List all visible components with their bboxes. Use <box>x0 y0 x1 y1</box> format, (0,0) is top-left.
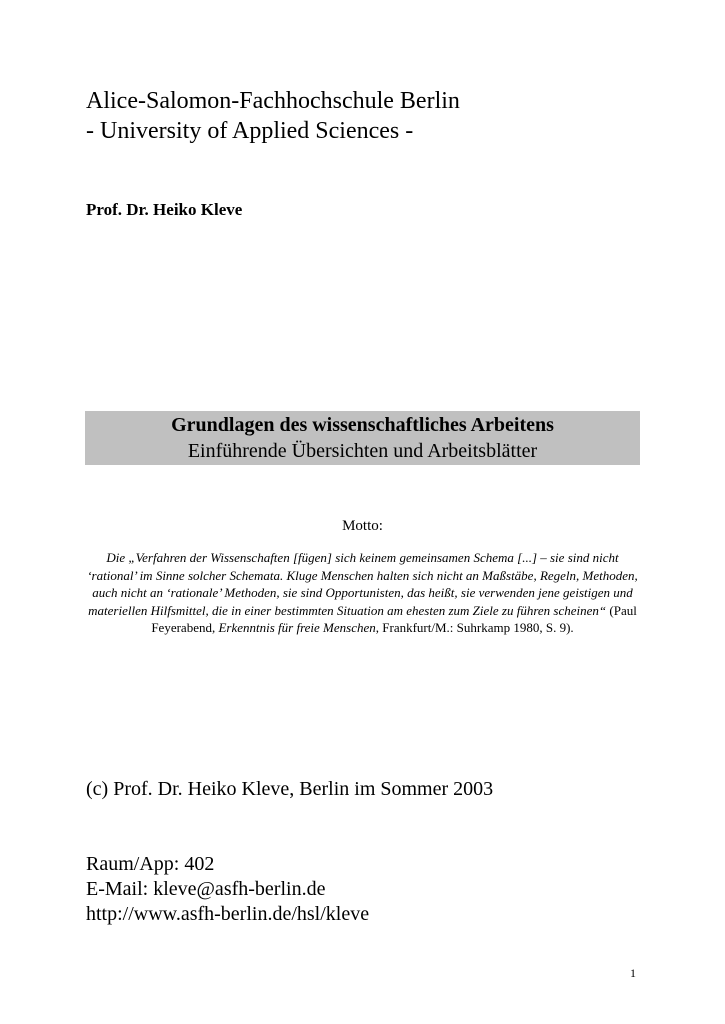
website-info: http://www.asfh-berlin.de/hsl/kleve <box>86 903 370 925</box>
document-title: Grundlagen des wissenschaftliches Arbeitens <box>171 414 554 436</box>
institution-subtitle: - University of Applied Sciences - <box>86 118 414 144</box>
email-info: E-Mail: kleve@asfh-berlin.de <box>86 878 326 900</box>
document-subtitle: Einführende Übersichten und Arbeitsblätter <box>187 440 538 462</box>
motto-label: Motto: <box>342 518 383 534</box>
motto-quote-text: Die „Verfahren der Wissenschaften [fügen] sich keinem gemeinsamen Schema [...] – sie sind nicht ‘rational’ im Sinne solcher Schemata. Kluge Menschen halten sich nicht an Maßstäbe, Regeln, Methoden, auch nicht an ‘rationale’ Methoden, sie sind Opportunisten, das heißt, sie verwenden jene geistigen und materiellen Hilfsmittel, die in einer bestimmten Situation am ehesten zum Ziele zu führen scheinen“ <box>87 550 638 618</box>
title-box <box>85 411 640 465</box>
motto-citation-prefix: (Paul Feyerabend, <box>151 602 637 636</box>
institution-name: Alice-Salomon-Fachhochschule Berlin <box>86 88 460 114</box>
page-number: 1 <box>630 966 636 980</box>
copyright-notice: (c) Prof. Dr. Heiko Kleve, Berlin im Sommer 2003 <box>86 778 494 800</box>
room-info: Raum/App: 402 <box>86 853 215 875</box>
motto-citation-title: Erkenntnis für freie Menschen <box>218 620 376 636</box>
author-name: Prof. Dr. Heiko Kleve <box>86 200 243 219</box>
motto-quote <box>85 549 640 637</box>
contact-block <box>86 852 369 927</box>
institution-heading <box>86 86 460 146</box>
motto-citation-suffix: , Frankfurt/M.: Suhrkamp 1980, S. 9). <box>375 620 574 636</box>
